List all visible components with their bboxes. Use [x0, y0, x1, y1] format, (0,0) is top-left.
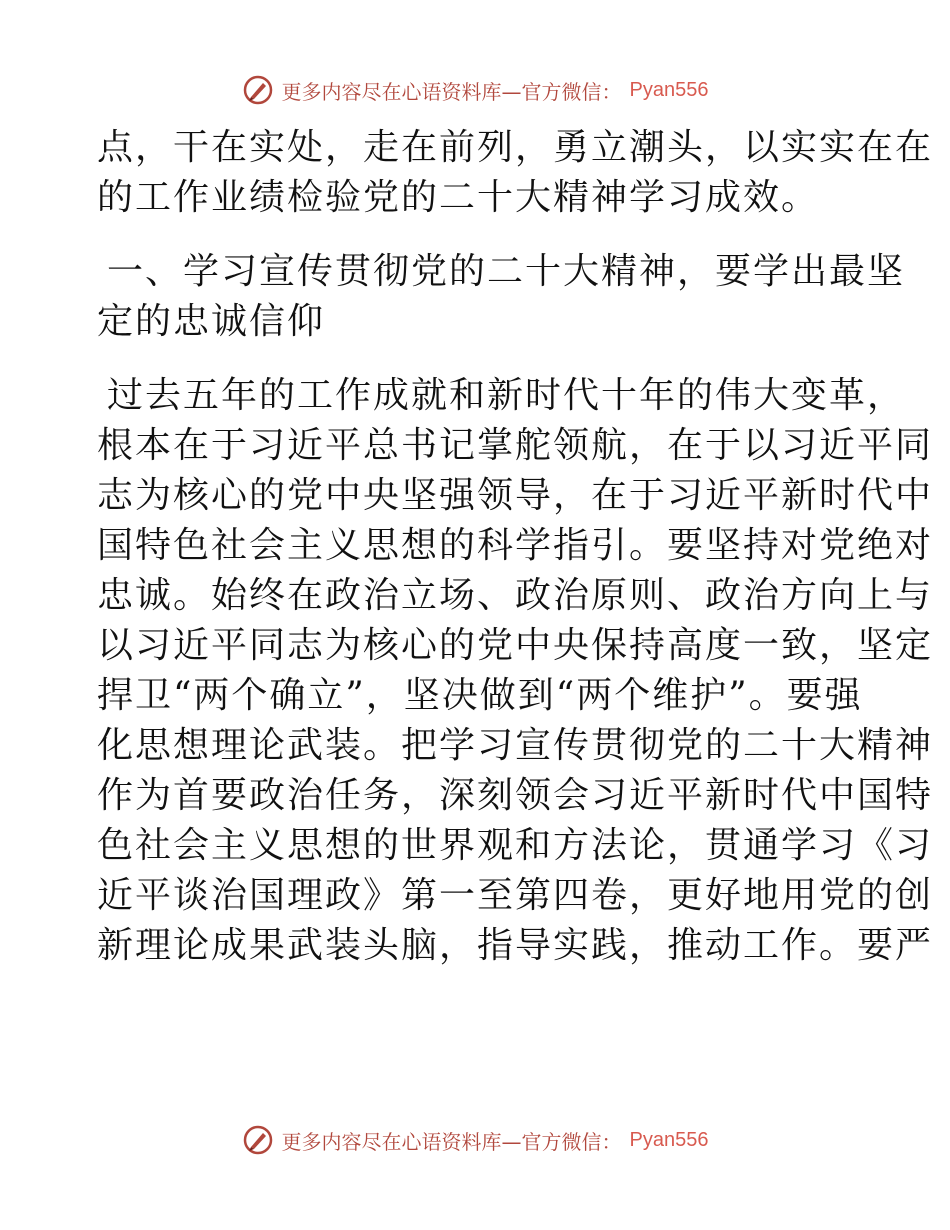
- text-line: 作为首要政治任务，深刻领会习近平新时代中国特: [97, 775, 934, 816]
- text-line: 忠诚。始终在政治立场、政治原则、政治方向上与: [97, 575, 934, 616]
- text-line: 过去五年的工作成就和新时代十年的伟大变革，: [107, 375, 906, 416]
- text-line: 新理论成果武装头脑，指导实践，推动工作。要严: [97, 925, 934, 966]
- text-line: 的工作业绩检验党的二十大精神学习成效。: [97, 177, 820, 218]
- footer-watermark: [0, 1120, 950, 1160]
- paragraph-body: [97, 371, 934, 971]
- text-line: 近平谈治国理政》第一至第四卷，更好地用党的创: [97, 875, 934, 916]
- watermark-handle: Pyan556: [629, 78, 709, 101]
- text-line: 捍卫“两个确立”，坚决做到“两个维护”。要强: [97, 675, 863, 716]
- watermark-text: 更多内容尽在心语资料库—官方微信：: [281, 1129, 622, 1154]
- text-line: 根本在于习近平总书记掌舵领航，在于以习近平同: [97, 425, 934, 466]
- text-line: 志为核心的党中央坚强领导，在于习近平新时代中: [97, 475, 934, 516]
- text-line: 色社会主义思想的世界观和方法论，贯通学习《习: [97, 825, 934, 866]
- text-line: 以习近平同志为核心的党中央保持高度一致，坚定: [97, 625, 934, 666]
- text-line: 一、学习宣传贯彻党的二十大精神，要学出最坚: [107, 251, 906, 292]
- header-watermark: [0, 70, 950, 110]
- text-line: 点，干在实处，走在前列，勇立潮头，以实实在在: [97, 127, 934, 168]
- section-heading: [97, 247, 906, 347]
- pen-logo-icon: [242, 74, 274, 106]
- pen-logo-icon: [242, 1124, 274, 1156]
- watermark-handle: Pyan556: [629, 1128, 709, 1151]
- document-body: [97, 123, 934, 995]
- text-line: 化思想理论武装。把学习宣传贯彻党的二十大精神: [97, 725, 934, 766]
- text-line: 定的忠诚信仰: [97, 301, 326, 342]
- paragraph-continuation: [97, 123, 934, 223]
- text-line: 国特色社会主义思想的科学指引。要坚持对党绝对: [97, 525, 934, 566]
- watermark-text: 更多内容尽在心语资料库—官方微信：: [281, 79, 622, 104]
